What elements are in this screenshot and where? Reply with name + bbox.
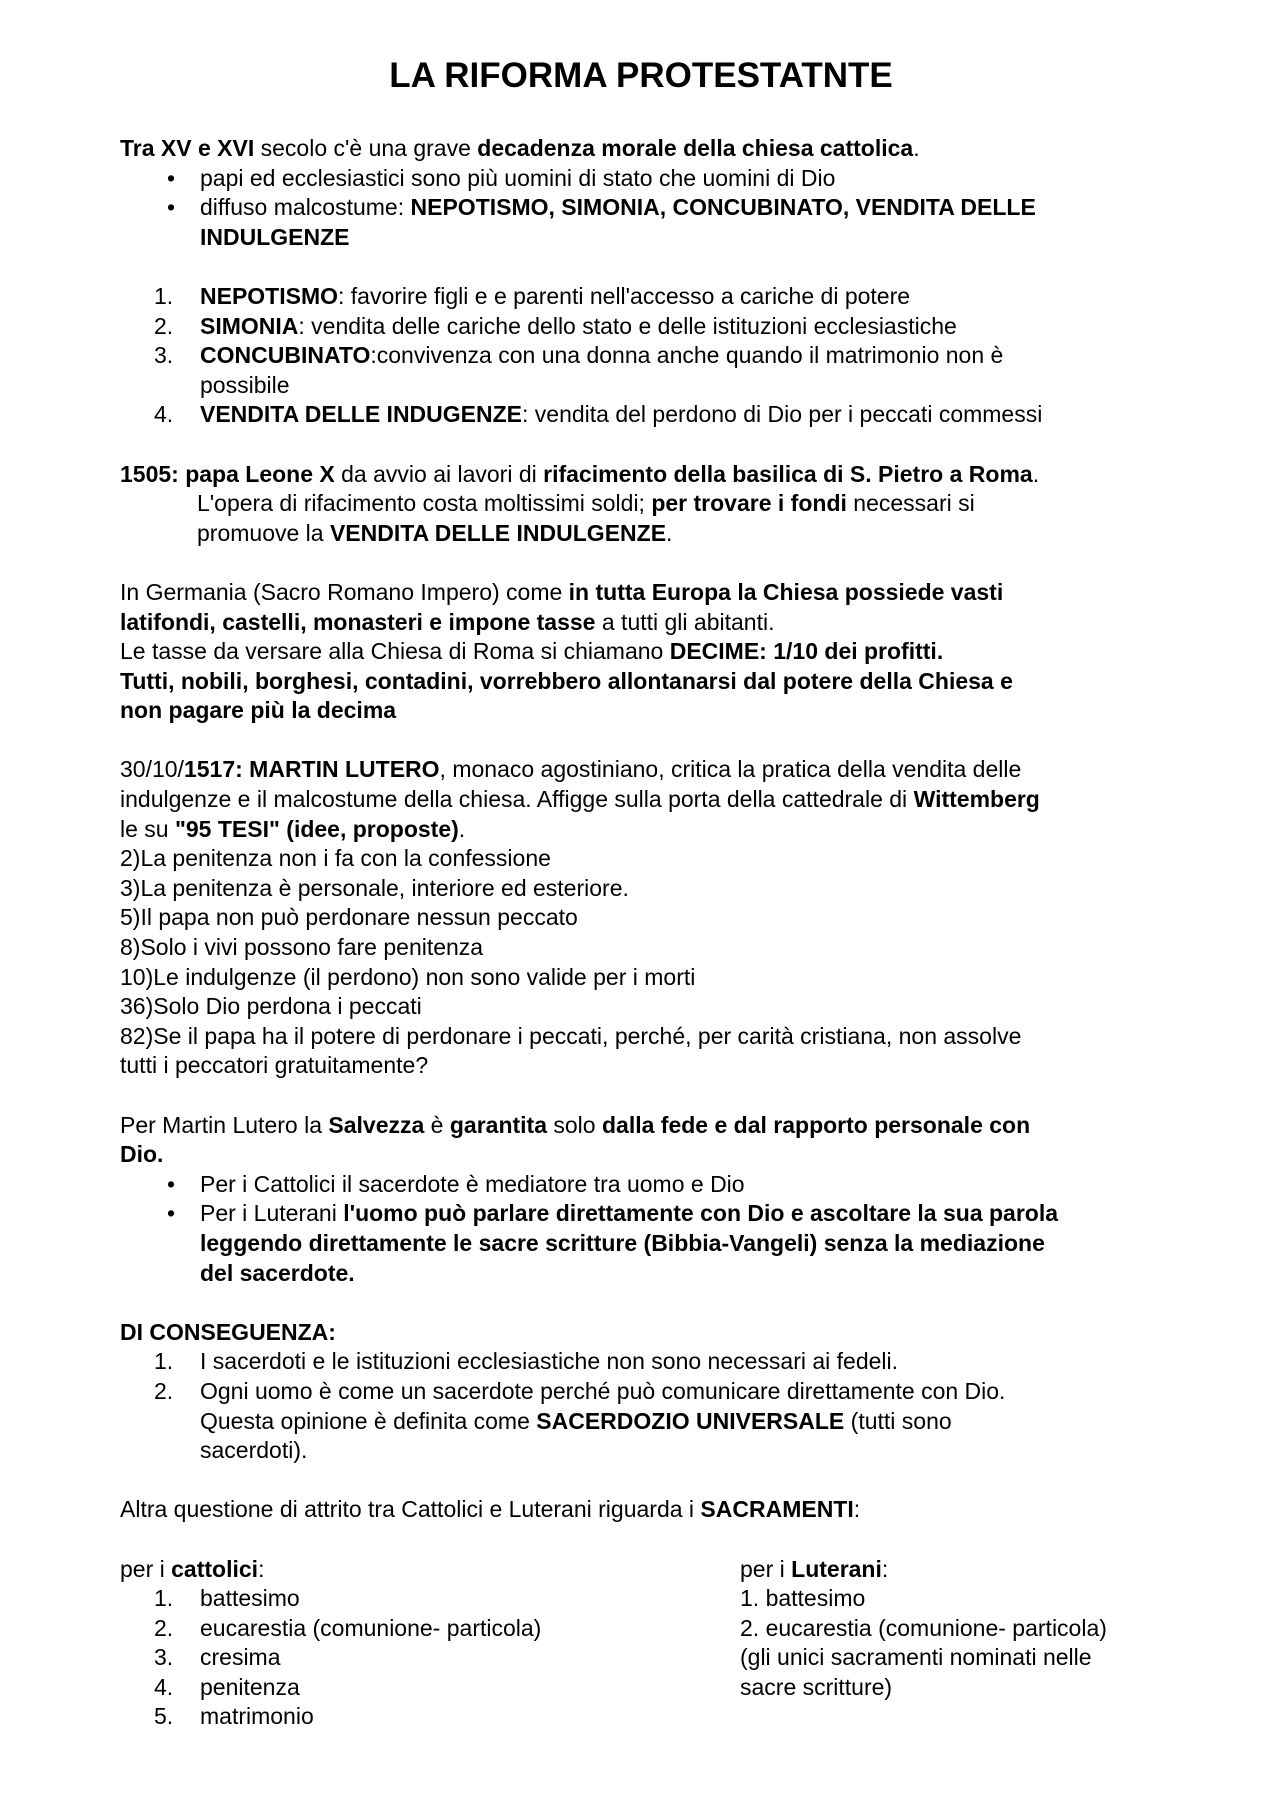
text-run: Altra questione di attrito tra Cattolici e Luterani riguarda i xyxy=(120,1496,701,1523)
bold-run: Dio. xyxy=(120,1141,164,1168)
bold-run: latifondi, castelli, monasteri e impone tasse xyxy=(120,608,596,635)
bold-run: SIMONIA xyxy=(200,312,299,339)
text-line xyxy=(120,637,1162,667)
spacer xyxy=(120,726,1162,756)
text-line xyxy=(200,1347,1162,1377)
text-run: , monaco agostiniano, critica la pratica della vendita delle xyxy=(439,756,1022,783)
bold-run: VENDITA DELLE INDUGENZE xyxy=(200,401,523,428)
text-run: solo xyxy=(547,1111,602,1138)
bold-run: Wittemberg xyxy=(913,786,1040,813)
list-item xyxy=(120,1584,740,1614)
leone-paragraph xyxy=(120,460,1162,549)
text-line: matrimonio xyxy=(200,1703,314,1730)
thesis-line: 3)La penitenza è personale, interiore ed esteriore. xyxy=(120,874,629,901)
text-line xyxy=(120,489,1162,519)
text-run: papi ed ecclesiastici sono più uomini di stato che uomini di Dio xyxy=(200,164,836,191)
text-line xyxy=(200,193,1162,223)
list-item xyxy=(120,312,1162,342)
text-line xyxy=(200,400,1162,430)
bold-run: per trovare i fondi xyxy=(651,490,847,517)
salvezza-paragraph xyxy=(120,1111,1162,1170)
column-cattolici xyxy=(120,1555,740,1733)
text-line: eucarestia (comunione- particola) xyxy=(200,1614,542,1641)
text-line xyxy=(200,1377,1162,1407)
text-run: I sacerdoti e le istituzioni ecclesiastiche non sono necessari ai fedeli. xyxy=(200,1348,899,1375)
bullet-icon: • xyxy=(167,1200,176,1227)
text-run: : xyxy=(258,1555,265,1582)
list-number: 3. xyxy=(154,1644,174,1671)
bullet-icon: • xyxy=(167,164,176,191)
text-run: Ogni uomo è come un sacerdote perché può comunicare direttamente con Dio. xyxy=(200,1377,1006,1404)
text-run: :convivenza con una donna anche quando il matrimonio non è xyxy=(370,342,1004,369)
text-line xyxy=(120,608,1162,638)
bold-run: INDULGENZE xyxy=(200,223,350,250)
list-item xyxy=(120,1643,740,1673)
text-run: per i xyxy=(740,1555,792,1582)
bold-run: DI CONSEGUENZA: xyxy=(120,1318,336,1345)
bold-run: del sacerdote. xyxy=(200,1259,355,1286)
text-run: Le tasse da versare alla Chiesa di Roma si chiamano xyxy=(120,638,670,665)
text-run: promuove la xyxy=(197,519,330,546)
text-run: Per i Luterani xyxy=(200,1200,344,1227)
column-header xyxy=(120,1555,740,1585)
thesis-line: tutti i peccatori gratuitamente? xyxy=(120,1052,429,1079)
bold-run: 1517: MARTIN LUTERO xyxy=(183,756,440,783)
intro-paragraph xyxy=(120,134,1162,164)
spacer xyxy=(120,548,1162,578)
text-run: Per Martin Lutero la xyxy=(120,1111,329,1138)
bold-run: VENDITA DELLE INDULGENZE xyxy=(329,519,667,546)
list-item xyxy=(120,1347,1162,1377)
text-run: indulgenze e il malcostume della chiesa. Affigge sulla porta della cattedrale di xyxy=(120,786,914,813)
text-run: da avvio ai lavori di xyxy=(334,460,544,487)
text-run: . xyxy=(458,815,466,842)
text-run: L'opera di rifacimento costa moltissimi soldi; xyxy=(197,490,652,517)
list-item xyxy=(120,164,1162,194)
thesis-line: 8)Solo i vivi possono fare penitenza xyxy=(120,934,484,961)
text-run: possibile xyxy=(200,371,290,398)
text-run: necessari si xyxy=(846,490,975,517)
list-number: 1. xyxy=(154,1585,174,1612)
text-run: secolo c'è una grave xyxy=(254,135,478,161)
text-line xyxy=(200,312,1162,342)
text-run: . xyxy=(913,135,920,161)
thesis-line: 10)Le indulgenze (il perdono) non sono valide per i morti xyxy=(120,963,696,990)
text-line xyxy=(120,1140,1162,1170)
text-line xyxy=(200,1436,1162,1466)
text-run: (tutti sono xyxy=(844,1407,952,1434)
text-run: 30/10/ xyxy=(120,756,184,783)
text-run: : vendita del perdono di Dio per i peccati commessi xyxy=(522,401,1043,428)
column-luterani xyxy=(740,1555,1162,1703)
text-line: 2. eucarestia (comunione- particola) xyxy=(740,1614,1107,1641)
text-run: per i xyxy=(120,1555,172,1582)
list-item xyxy=(120,1614,740,1644)
page-title: LA RIFORMA PROTESTATNTE xyxy=(389,56,893,95)
spacer xyxy=(120,1081,1162,1111)
bold-run: SACERDOZIO UNIVERSALE xyxy=(536,1407,845,1434)
list-number: 1. xyxy=(154,282,174,309)
bold-run: cattolici xyxy=(171,1555,259,1582)
text-run: . xyxy=(666,519,673,546)
list-number: 3. xyxy=(154,342,174,369)
text-run: è xyxy=(424,1111,450,1138)
text-line xyxy=(200,1229,1162,1259)
bold-run: dalla fede e dal rapporto personale con xyxy=(601,1111,1031,1138)
text-run: : xyxy=(881,1555,889,1582)
list-item xyxy=(120,1199,1162,1288)
bold-run: decadenza morale della chiesa cattolica xyxy=(477,135,914,161)
text-line xyxy=(120,460,1162,490)
bold-run: NEPOTISMO xyxy=(200,282,339,309)
text-line xyxy=(120,696,1162,726)
text-line xyxy=(120,667,1162,697)
bold-run: non pagare più la decima xyxy=(120,697,397,724)
text-line xyxy=(200,341,1162,371)
text-run: diffuso malcostume: xyxy=(200,194,411,221)
list-item xyxy=(120,1702,740,1732)
text-run: Per i Cattolici il sacerdote è mediatore tra uomo e Dio xyxy=(200,1170,745,1197)
bold-run: leggendo direttamente le sacre scritture (Bibbia-Vangeli) senza la mediazione xyxy=(200,1229,1045,1256)
bold-run: DECIME: 1/10 dei profitti. xyxy=(669,638,944,665)
bold-run: SACRAMENTI xyxy=(700,1496,854,1523)
spacer xyxy=(120,1525,1162,1555)
text-run: a tutti gli abitanti. xyxy=(595,608,775,635)
list-number: 1. xyxy=(154,1348,174,1375)
bold-run: CONCUBINATO xyxy=(200,342,371,369)
text-run: . xyxy=(1032,460,1040,487)
list-item xyxy=(120,341,1162,400)
text-run: In Germania (Sacro Romano Impero) come xyxy=(120,578,569,605)
text-line xyxy=(200,164,1162,194)
bold-run: in tutta Europa la Chiesa possiede vasti xyxy=(568,578,1004,605)
bold-run: NEPOTISMO, SIMONIA, CONCUBINATO, VENDITA DELLE xyxy=(410,194,1036,221)
text-line: 1. battesimo xyxy=(740,1585,866,1612)
text-line xyxy=(120,755,1162,785)
text-line xyxy=(120,1111,1162,1141)
column-header xyxy=(740,1555,1162,1585)
text-run: : xyxy=(853,1496,861,1523)
theses-list xyxy=(120,844,1162,1081)
spacer xyxy=(120,252,1162,282)
bold-run: 1505: papa Leone X xyxy=(120,460,335,487)
text-line: sacre scritture) xyxy=(740,1673,893,1700)
bullet-icon: • xyxy=(167,1170,176,1197)
text-run: : favorire figli e e parenti nell'accesso a cariche di potere xyxy=(338,282,911,309)
thesis-line: 82)Se il papa ha il potere di perdonare i peccati, perché, per carità cristiana, non assolve xyxy=(120,1022,1022,1049)
list-number: 5. xyxy=(154,1703,174,1730)
bold-run: garantita xyxy=(449,1111,547,1138)
list-item xyxy=(120,1170,1162,1200)
list-number: 4. xyxy=(154,401,174,428)
text-line xyxy=(200,1259,1162,1289)
spacer xyxy=(120,430,1162,460)
text-line: cresima xyxy=(200,1644,281,1671)
text-line: battesimo xyxy=(200,1585,300,1612)
spacer xyxy=(120,1288,1162,1318)
text-line xyxy=(120,578,1162,608)
text-line xyxy=(120,785,1162,815)
bold-run: l'uomo può parlare direttamente con Dio e ascoltare la sua parola xyxy=(343,1200,1059,1227)
bold-run: Salvezza xyxy=(328,1111,425,1138)
thesis-line: 36)Solo Dio perdona i peccati xyxy=(120,993,422,1020)
text-line xyxy=(120,519,1162,549)
spacer xyxy=(120,1466,1162,1496)
list-number: 4. xyxy=(154,1673,174,1700)
bullet-icon: • xyxy=(167,194,176,221)
list-item xyxy=(120,1673,740,1703)
list-number: 2. xyxy=(154,1614,174,1641)
bold-run: "95 TESI" (idee, proposte) xyxy=(174,815,459,842)
text-line xyxy=(200,1170,1162,1200)
text-line xyxy=(120,815,1162,845)
germania-paragraph xyxy=(120,578,1162,726)
bold-run: rifacimento della basilica di S. Pietro a Roma xyxy=(543,460,1033,487)
text-run: sacerdoti). xyxy=(200,1437,308,1464)
list-number: 2. xyxy=(154,1377,174,1404)
text-run: : vendita delle cariche dello stato e delle istituzioni ecclesiastiche xyxy=(298,312,957,339)
text-line xyxy=(200,282,1162,312)
text-run: Questa opinione è definita come xyxy=(200,1407,537,1434)
lutero-paragraph xyxy=(120,755,1162,844)
thesis-line: 5)Il papa non può perdonare nessun peccato xyxy=(120,904,578,931)
list-item xyxy=(120,400,1162,430)
text-line xyxy=(200,223,1162,253)
conseguenza-heading xyxy=(120,1318,1162,1348)
text-line xyxy=(200,1407,1162,1437)
bold-run: Tutti, nobili, borghesi, contadini, vorrebbero allontanarsi dal potere della Chiesa e xyxy=(120,667,1013,694)
text-run: le su xyxy=(120,815,175,842)
text-line xyxy=(200,1199,1162,1229)
text-line: penitenza xyxy=(200,1673,300,1700)
bold-run: Luterani xyxy=(791,1555,882,1582)
list-item xyxy=(120,282,1162,312)
list-item xyxy=(120,193,1162,252)
thesis-line: 2)La penitenza non i fa con la confessione xyxy=(120,845,551,872)
bold-run: Tra XV e XVI xyxy=(120,135,255,161)
sacramenti-columns xyxy=(120,1555,1162,1733)
list-number: 2. xyxy=(154,312,174,339)
sacramenti-paragraph xyxy=(120,1495,1162,1525)
text-line: (gli unici sacramenti nominati nelle xyxy=(740,1644,1092,1671)
list-item xyxy=(120,1377,1162,1466)
text-line xyxy=(200,371,1162,401)
